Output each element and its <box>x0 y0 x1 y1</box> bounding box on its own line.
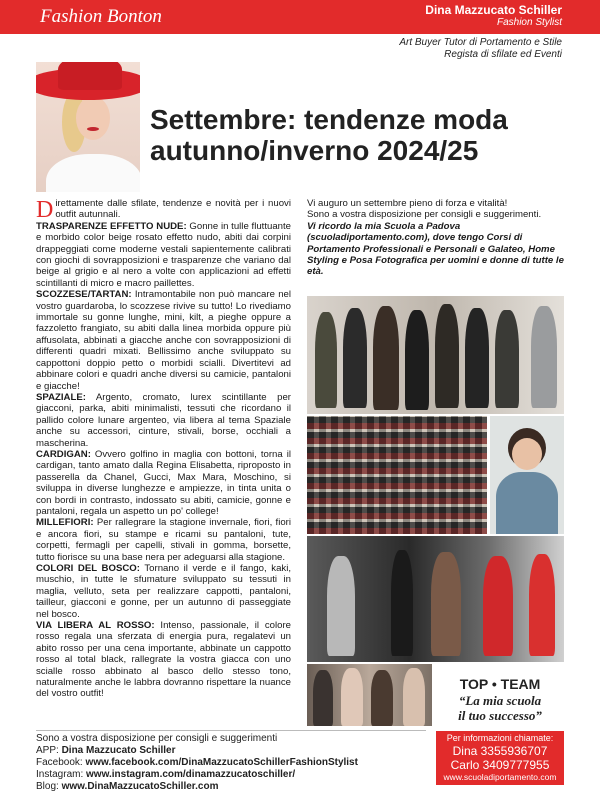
blog-line: Blog: www.DinaMazzucatoSchiller.com <box>36 781 219 792</box>
section-spaziale: SPAZIALE: Argento, cromato, lurex scintillante per giacconi, parka, abiti minimalisti, tessuti che ricordano il pallido colore lunare argenteo, via libera al tema Spaziale anche su accessori, cinture, stivali, borse, occhiali a mascherina. <box>36 391 291 449</box>
intro-text: irettamente dalle sfilate, tendenze e novità per i nuovi outfit autunnali. <box>55 198 291 221</box>
author-roles <box>399 37 562 61</box>
section-cardigan: CARDIGAN: Ovvero golfino in maglia con bottoni, torna il cardigan, tanto amato dalla Regina Elisabetta, riproposto in passerella da Chanel, Gucci, Max Mara, Moschino, si sviluppa in diverse lunghezze e ampiezze, in tinta unita o con bordi in contrasto, indossato su abiti, camicie, gonne e pantaloni, regala un aspetto un po' college! <box>36 448 291 517</box>
article-column-right <box>307 198 564 278</box>
runway-photo-3 <box>307 664 432 726</box>
website-link[interactable]: www.scuoladiportamento.com <box>443 772 557 782</box>
info-label: Per informazioni chiamate: <box>446 733 554 743</box>
drop-cap: D <box>36 197 54 223</box>
tartan-photo <box>307 416 487 534</box>
runway-photo-1 <box>307 296 564 414</box>
footer-divider <box>36 730 426 731</box>
author-block <box>425 3 562 29</box>
app-line: APP: Dina Mazzucato Schiller <box>36 745 176 756</box>
instagram-line: Instagram: www.instagram.com/dinamazzucatoschiller/ <box>36 769 296 780</box>
footer-contacts <box>36 733 426 793</box>
app-value: Dina Mazzucato Schiller <box>61 745 176 756</box>
phone-dina[interactable]: Dina 3355936707 <box>452 744 548 758</box>
brand-title: Fashion Bonton <box>40 6 162 27</box>
blog-link[interactable]: www.DinaMazzucatoSchiller.com <box>61 781 219 792</box>
cta-heading <box>436 676 564 723</box>
runway-photo-2 <box>307 536 564 662</box>
section-tartan: SCOZZESE/TARTAN: Intramontabile non può mancare nel vostro guardaroba, lo scozzese rivive su tutto! Lo rivediamo immortale su gonne lunghe, mini, kilt, a pieghe oppure a fazzoletto frangiato, su abiti dalla linea morbida oppure più affusolata, abbinati a giacche anche con sovrapposizioni di differenti quadri mixati. Bellissimo anche sviluppato su cappottoni doppio petto o morbidi scialli. Divertitevi ad abbinare colori e quadri anche diversi su camicie, pantaloni e giacche! <box>36 289 291 392</box>
instagram-link[interactable]: www.instagram.com/dinamazzucatoschiller/ <box>86 769 296 780</box>
slogan-line-2: il tuo successo” <box>458 708 542 723</box>
slogan-line-1: “La mia scuola <box>458 693 542 708</box>
closing-1: Vi auguro un settembre pieno di forza e vitalità! <box>307 198 508 209</box>
section-nude: TRASPARENZE EFFETTO NUDE: Gonne in tulle fluttuante e morbido color beige rosato effetto nudo, abiti dai corpini drappeggiati come moderne vestali sapientemente calibrati con giochi di sovrapposizioni e trasparenze che variano dal beige al grigio e al nero a volte con applicazioni ad effetti scintillanti di micro e macro paillettes. <box>36 220 291 289</box>
section-rosso: VIA LIBERA AL ROSSO: Intenso, passionale, il colore rosso regala una sferzata di energia pura, regalatevi un abito rosso per una cena importante, abbinate un cappotto rosso al total black, rallegrate la vostra giacca con uno scialle rosso abbinato al basco dello stesso tono, naturalmente anche le labbra dovranno rispettare la nuance del vostro outfit! <box>36 620 291 700</box>
roles-line-1: Art Buyer Tutor di Portamento e Stile <box>399 37 562 48</box>
author-portrait <box>36 62 140 192</box>
facebook-link[interactable]: www.facebook.com/DinaMazzucatoSchillerFashionStylist <box>85 757 358 768</box>
footer-intro: Sono a vostra disposizione per consigli e suggerimenti <box>36 733 278 744</box>
roles-line-2: Regista di sfilate ed Eventi <box>444 49 562 60</box>
closing-2: Sono a vostra disposizione per consigli e suggerimenti. <box>307 209 542 221</box>
headline-line-2: autunno/inverno 2024/25 <box>150 135 479 166</box>
headline-line-1: Settembre: tendenze moda <box>150 104 508 135</box>
school-note: Vi ricordo la mia Scuola a Padova (scuoladiportamento.com), dove tengo Corsi di Portamento Professionali e Personali e Galateo, Home Styling e Posa Fotografica per uomini e donne di tutte le età. <box>307 220 564 278</box>
team-title: TOP • TEAM <box>459 676 541 692</box>
article-column-left <box>36 198 291 700</box>
contact-box <box>436 731 564 785</box>
article-headline <box>150 104 570 166</box>
header-bar <box>0 0 600 34</box>
section-millefiori: MILLEFIORI: Per rallegrare la stagione invernale, fiori, fiori e ancora fiori, su stampe e ricami su pantaloni, tute, corpetti, fermagli per capelli, stivali in gomma, borsette, tutto fiorisce su una base nera per adeguarsi alla stagione. <box>36 517 291 563</box>
intro-paragraph <box>36 198 291 221</box>
cardigan-photo <box>490 416 564 534</box>
author-role: Fashion Stylist <box>496 17 562 28</box>
facebook-line: Facebook: www.facebook.com/DinaMazzucatoSchillerFashionStylist <box>36 757 358 768</box>
author-name: Dina Mazzucato Schiller <box>425 3 562 17</box>
section-bosco: COLORI DEL BOSCO: Tornano il verde e il fango, kaki, muschio, in tutte le sfumature sviluppato su tessuti in maglia, velluto, seta per realizzare cappotti, pantaloni, tailleur, giacconi e gonne, per un autunno di passeggiate nel bosco. <box>36 563 291 620</box>
phone-carlo[interactable]: Carlo 3409777955 <box>450 758 550 772</box>
